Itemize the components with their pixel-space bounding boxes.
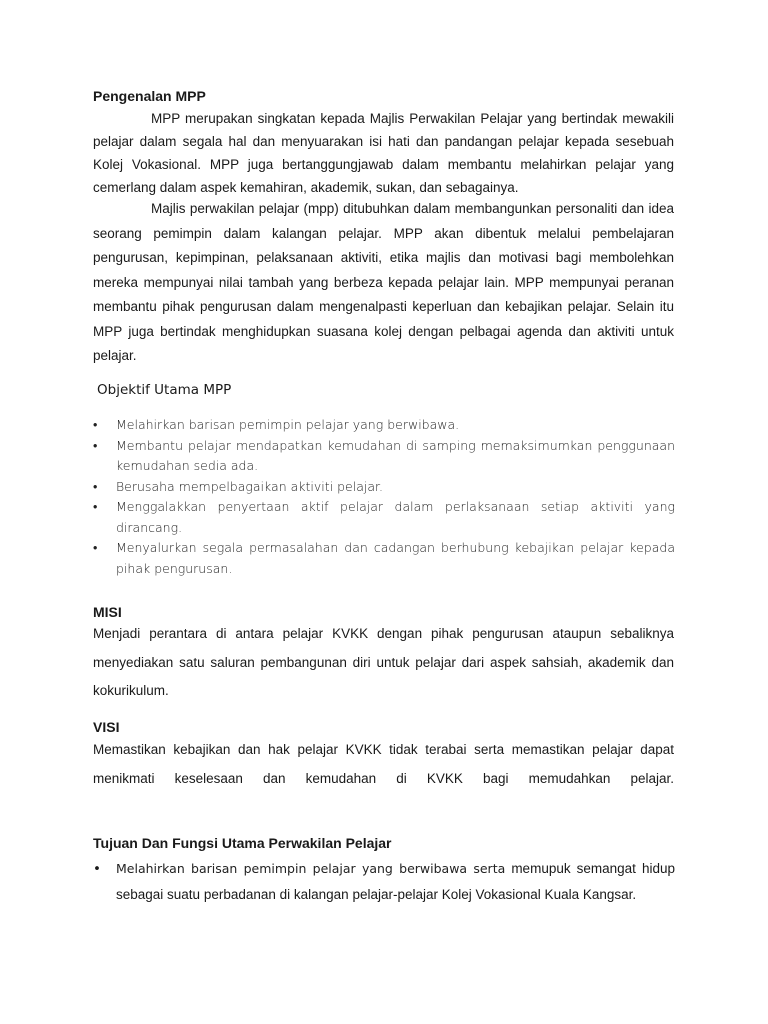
bullet-icon: • bbox=[93, 499, 98, 514]
objektif-heading: Objektif Utama MPP bbox=[97, 382, 232, 398]
bullet-icon: • bbox=[93, 540, 98, 555]
bullet-icon: • bbox=[93, 861, 101, 877]
pengenalan-paragraph-2: Majlis perwakilan pelajar (mpp) ditubuhkan dalam membangunkan personaliti dan idea seorang pemimpin dalam kalangan pelajar. MPP akan dibentuk melalui pembelajaran pengurusan, kepimpinan, pelaksanaan aktiviti, etika majlis dan motivasi bagi membolehkan mereka mempunyai nilai tambah yang berbeza kepada pelajar lain. MPP mempunyai peranan membantu pihak pengurusan dalam mengenalpasti keperluan dan kebajikan pelajar. Selain itu MPP juga bertindak menghidupkan suasana kolej dengan pelbagai agenda dan aktiviti untuk pelajar. bbox=[93, 201, 674, 363]
tujuan-list bbox=[93, 856, 675, 908]
list-item: • Menggalakkan penyertaan aktif pelajar dalam perlaksanaan setiap aktiviti yang dirancang. bbox=[93, 499, 675, 535]
bullet-icon: • bbox=[93, 417, 98, 432]
objektif-list bbox=[93, 415, 675, 579]
visi-heading: VISI bbox=[93, 719, 120, 735]
tujuan-heading: Tujuan Dan Fungsi Utama Perwakilan Pelajar bbox=[93, 835, 392, 851]
pengenalan-heading: Pengenalan MPP bbox=[93, 88, 206, 104]
list-item: • Melahirkan barisan pemimpin pelajar yang berwibawa serta memupuk semangat hidup sebagai suatu perbadanan di kalangan pelajar-pelajar Kolej Vokasional Kuala Kangsar. bbox=[93, 856, 675, 908]
bullet-icon: • bbox=[93, 478, 98, 494]
visi-text: Memastikan kebajikan dan hak pelajar KVKK tidak terabai serta memastikan pelajar dapat menikmati keselesaan dan kemudahan di KVKK bagi memudahkan pelajar. bbox=[93, 742, 674, 786]
list-item: • Melahirkan barisan pemimpin pelajar yang berwibawa. bbox=[93, 415, 675, 436]
bullet-icon: • bbox=[93, 437, 98, 453]
list-item: • Berusaha mempelbagaikan aktiviti pelajar. bbox=[93, 477, 675, 498]
list-item: • Menyalurkan segala permasalahan dan cadangan berhubung kebajikan pelajar kepada pihak pengurusan. bbox=[93, 540, 675, 576]
misi-text: Menjadi perantara di antara pelajar KVKK dengan pihak pengurusan ataupun sebaliknya menyediakan satu saluran pembangunan diri untuk pelajar dari aspek sahsiah, akademik dan kokurikulum. bbox=[93, 626, 674, 698]
list-item: • Membantu pelajar mendapatkan kemudahan di samping memaksimumkan penggunaan kemudahan sedia ada. bbox=[93, 437, 675, 473]
pengenalan-paragraph-1: MPP merupakan singkatan kepada Majlis Perwakilan Pelajar yang bertindak mewakili pelajar dalam segala hal dan menyuarakan isi hati dan pandangan pelajar kepada sesebuah Kolej Vokasional. MPP juga bertanggungjawab dalam membantu melahirkan pelajar yang cemerlang dalam aspek kemahiran, akademik, sukan, dan sebagainya. bbox=[93, 111, 674, 195]
misi-heading: MISI bbox=[93, 604, 122, 620]
